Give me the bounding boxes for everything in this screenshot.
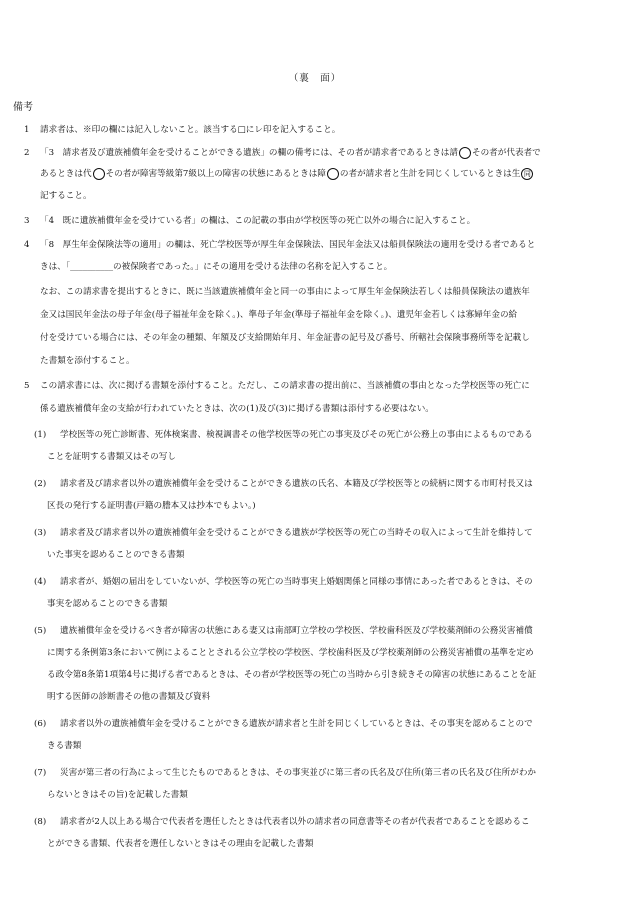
note-2-line-3: 記すること。: [40, 191, 92, 201]
item-6-line-2: きる書類: [47, 741, 82, 751]
item-8-line-1: 請求者が2人以上ある場合で代表者を選任したときは代表者以外の請求者の同意書等その者が代表者であることを認めるこ: [60, 817, 530, 827]
note-3-number: 3: [24, 216, 30, 226]
item-1-line-2: ことを証明する書類又はその写し: [47, 452, 176, 462]
note-4-line-4: 金又は国民年金法の母子年金(母子福祉年金を除く。)、準母子年金(準母子福祉年金を除く。)、遺児年金若しくは寡婦年金の給: [40, 310, 518, 320]
item-5-line-3: る政令第8条第1項第4号に掲げる者であるときは、その者が学校医等の死亡の当時から引き続きその障害の状態にあることを証: [47, 670, 537, 680]
circle-mark-sei: [459, 147, 471, 159]
item-4-number: (4): [34, 577, 47, 587]
note-4-line-3: なお、この請求書を提出するときに、既に当該遺族補償年金と同一の事由によって厚生年金保険法若しくは船員保険法の遺族年: [40, 287, 530, 297]
note-4-line-2: きは、「__________の被保険者であった。」にその適用を受ける法律の名称を記入すること。: [40, 262, 393, 272]
item-4-line-2: 事実を認めることのできる書類: [47, 599, 168, 609]
note-2-line-1-text-a: 「3 請求者及び遺族補償年金を受けることができる遺族」の欄の備考には、その者が請求者であるときは請: [40, 148, 458, 158]
circle-mark-dai: [93, 168, 105, 180]
item-7-number: (7): [34, 768, 47, 778]
note-3-line-1: 「4 既に遺族補償年金を受けている者」の欄は、この記載の事由が学校医等の死亡以外の場合に記入すること。: [40, 216, 476, 226]
item-5-line-2: に関する条例第3条において例によることとされる公立学校の学校医、学校歯科医及び学校薬剤師の公務災害補償の基準を定め: [47, 648, 534, 658]
item-5-number: (5): [34, 626, 47, 636]
item-8-number: (8): [34, 817, 47, 827]
note-2-line-1: [40, 143, 541, 165]
page-side-title: （裏 面）: [288, 73, 342, 84]
note-1-line-1: 請求者は、※印の欄には記入しないこと。該当する□にレ印を記入すること。: [40, 125, 341, 135]
note-5-number: 5: [24, 381, 30, 391]
note-4-line-6: た書類を添付すること。: [40, 356, 135, 366]
item-7-line-1: 災害が第三者の行為によって生じたものであるときは、その事実並びに第三者の氏名及び住所(第三者の氏名及び住所がわか: [60, 768, 537, 778]
item-8-line-2: とができる書類、代表者を選任しないときはその理由を記載した書類: [47, 839, 314, 849]
item-4-line-1: 請求者が、婚姻の届出をしていないが、学校医等の死亡の当時事実上婚姻関係と同様の事情にあった者であるときは、その: [60, 577, 533, 587]
note-5-line-1: この請求書には、次に掲げる書類を添付すること。ただし、この請求書の提出前に、当該補償の事由となった学校医等の死亡に: [40, 381, 530, 391]
item-3-line-2: いた事実を認めることのできる書類: [47, 550, 185, 560]
item-1-line-1: 学校医等の死亡診断書、死体検案書、検視調書その他学校医等の死亡の事実及びその死亡が公務上の事由によるものである: [60, 430, 533, 440]
note-2-number: 2: [24, 148, 30, 158]
item-6-line-1: 請求者以外の遺族補償年金を受けることができる遺族が請求者と生計を同じくしているときは、その事実を認めることので: [60, 719, 533, 729]
item-5-line-4: 明する医師の診断書その他の書類及び資料: [47, 692, 211, 702]
note-2-line-2: [40, 164, 534, 186]
note-4-line-5: 付を受けている場合には、その年金の種類、年額及び支給開始年月、年金証書の記号及び番号、所轄社会保険事務所等を記載し: [40, 333, 530, 343]
item-6-number: (6): [34, 719, 47, 729]
note-2-line-2-text-c: の者が請求者と生計を同じくしているときは生: [339, 169, 521, 179]
item-2-number: (2): [34, 479, 47, 489]
item-7-line-2: らないときはその旨)を記載した書類: [47, 790, 188, 800]
note-2-line-2-text-a: あるときは代: [40, 169, 92, 179]
circle-mark-sei-2: 同: [521, 168, 533, 180]
note-4-number: 4: [24, 240, 30, 250]
note-4-line-1: 「8 厚生年金保険法等の適用」の欄は、死亡学校医等が厚生年金保険法、国民年金法又は船員保険法の適用を受ける者であると: [40, 240, 536, 250]
circle-mark-sho: [327, 168, 339, 180]
item-1-number: (1): [34, 430, 47, 440]
item-2-line-2: 区長の発行する証明書(戸籍の謄本又は抄本でもよい。): [47, 501, 256, 511]
item-3-line-1: 請求者及び請求者以外の遺族補償年金を受けることができる遺族が学校医等の死亡の当時その収入によって生計を維持して: [60, 528, 533, 538]
note-2-line-1-text-b: その者が代表者で: [471, 148, 541, 158]
note-1-number: 1: [24, 125, 30, 135]
item-3-number: (3): [34, 528, 47, 538]
item-2-line-1: 請求者及び請求者以外の遺族補償年金を受けることができる遺族の氏名、本籍及び学校医等との続柄に関する市町村長又は: [60, 479, 533, 489]
item-5-line-1: 遺族補償年金を受けるべき者が障害の状態にある妻又は南部町立学校の学校医、学校歯科医及び学校薬剤師の公務災害補償: [60, 626, 533, 636]
note-2-line-2-text-b: その者が障害等級第7級以上の障害の状態にあるときは障: [105, 169, 326, 179]
section-title-biko: 備考: [13, 102, 33, 113]
note-5-line-2: 係る遺族補償年金の支給が行われていたときは、次の(1)及び(3)に掲げる書類は添付する必要はない。: [40, 404, 434, 414]
